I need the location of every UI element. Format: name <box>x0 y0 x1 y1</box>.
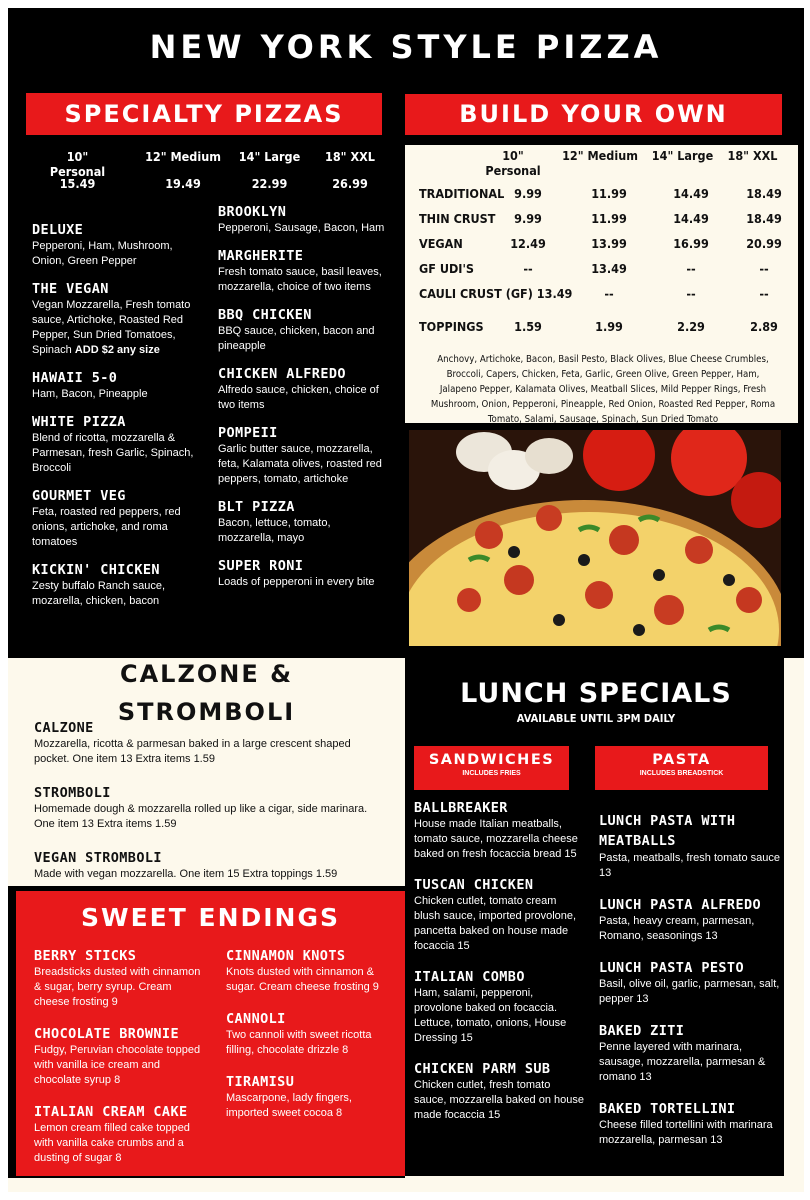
specialty-price-1: 19.49 <box>165 176 201 191</box>
pizza-desc: Feta, roasted red peppers, red onions, artichoke, and roma tomatoes <box>32 506 181 548</box>
build-size-1: 12" Medium <box>562 148 638 163</box>
pasta-name: LUNCH PASTA WITH MEATBALLS <box>599 813 736 849</box>
sandwich-desc: Chicken cutlet, fresh tomato sauce, mozzarella baked on house made focaccia 15 <box>414 1079 584 1121</box>
pizza-item <box>218 425 388 487</box>
pasta-item <box>599 811 781 881</box>
dessert-desc: Two cannoli with sweet ricotta filling, chocolate drizzle 8 <box>226 1029 372 1056</box>
pizza-desc <box>32 298 197 358</box>
price-cell: -- <box>686 286 696 301</box>
pizza-desc: BBQ sauce, chicken, bacon and pineapple <box>218 325 375 352</box>
pizza-desc: Alfredo sauce, chicken, choice of two items <box>218 384 379 411</box>
sandwich-item <box>414 969 584 1046</box>
dessert-name: CANNOLI <box>226 1011 286 1027</box>
specialty-heading-banner <box>26 93 382 135</box>
dessert-item <box>226 1011 394 1058</box>
price-row-label: CAULI CRUST (GF) 13.49 <box>419 286 573 301</box>
pizza-desc: Zesty buffalo Ranch sauce, mozarella, chicken, bacon <box>32 580 166 607</box>
price-row <box>405 286 798 304</box>
pizza-item <box>218 499 388 546</box>
build-size-header <box>405 148 798 178</box>
dessert-item <box>34 1104 204 1166</box>
sandwich-name: ITALIAN COMBO <box>414 969 525 985</box>
calzone-item-name: VEGAN STROMBOLI <box>34 850 162 866</box>
dessert-desc: Mascarpone, lady fingers, imported sweet cocoa 8 <box>226 1092 352 1119</box>
specialty-size-0: 10" Personal <box>49 149 106 179</box>
pasta-item <box>599 897 781 944</box>
price-cell: 2.29 <box>677 319 705 334</box>
price-cell: 14.49 <box>673 211 709 226</box>
calzone-panel <box>8 658 405 886</box>
price-row <box>405 319 798 337</box>
dessert-name: ITALIAN CREAM CAKE <box>34 1104 188 1120</box>
price-cell: 1.59 <box>514 319 542 334</box>
cream-strip-lunch-bottom <box>405 1176 804 1192</box>
sandwich-item <box>414 800 584 862</box>
price-cell: 11.99 <box>591 211 627 226</box>
build-size-0: 10" Personal <box>485 148 541 178</box>
price-cell: 13.49 <box>591 261 627 276</box>
pasta-desc: Penne layered with marinara, sausage, mozzarella, parmesan & romano 13 <box>599 1041 766 1083</box>
pasta-desc: Pasta, meatballs, fresh tomato sauce 13 <box>599 852 780 879</box>
price-cell: 18.49 <box>746 186 782 201</box>
calzone-heading-2: STROMBOLI <box>117 698 296 726</box>
pizza-name: SUPER RONI <box>218 558 304 574</box>
calzone-item-desc: Mozzarella, ricotta & parmesan baked in a large crescent shaped pocket. One item 13 Extra items 1.59 <box>34 738 351 765</box>
price-row-label: THIN CRUST <box>419 211 496 226</box>
sandwich-name: TUSCAN CHICKEN <box>414 877 534 893</box>
price-cell: 14.49 <box>673 186 709 201</box>
pizza-desc-text: Vegan Mozzarella, Fresh tomato sauce, Artichoke, Roasted Red Pepper, Sun Dried Tomatoes, Spinach <box>32 299 191 356</box>
pasta-desc: Pasta, heavy cream, parmesan, Romano, seasonings 13 <box>599 915 755 942</box>
build-size-3: 18" XXL <box>727 148 778 163</box>
dessert-desc: Lemon cream filled cake topped with vanilla cake crumbs and a dusting of sugar 8 <box>34 1122 190 1164</box>
pizza-name: WHITE PIZZA <box>32 414 126 430</box>
price-cell: -- <box>759 261 769 276</box>
pizza-name: DELUXE <box>32 222 84 238</box>
calzone-item-name: CALZONE <box>34 720 94 736</box>
sandwich-banner <box>414 746 569 790</box>
sandwich-sub: INCLUDES FRIES <box>462 770 521 777</box>
calzone-item <box>34 785 389 832</box>
pizza-name: BBQ CHICKEN <box>218 307 312 323</box>
price-cell: -- <box>759 286 769 301</box>
pasta-item <box>599 1101 781 1148</box>
sandwich-name: BALLBREAKER <box>414 800 508 816</box>
pasta-title: PASTA <box>652 752 711 768</box>
pizza-desc: Bacon, lettuce, tomato, mozzarella, mayo <box>218 517 331 544</box>
pizza-desc: Pepperoni, Sausage, Bacon, Ham <box>218 222 385 234</box>
pizza-item <box>218 307 388 354</box>
lunch-heading: LUNCH SPECIALS <box>460 678 732 709</box>
dessert-desc: Knots dusted with cinnamon & sugar. Cream cheese frosting 9 <box>226 966 379 993</box>
pizza-name: MARGHERITE <box>218 248 304 264</box>
pizza-name: HAWAII 5-0 <box>32 370 118 386</box>
calzone-item <box>34 720 389 767</box>
pizza-name: CHICKEN ALFREDO <box>218 366 346 382</box>
price-row <box>405 186 798 204</box>
pasta-item <box>599 960 781 1007</box>
pizza-photo <box>409 430 781 646</box>
calzone-heading-1: CALZONE & <box>119 660 294 688</box>
pizza-desc: Garlic butter sauce, mozzarella, feta, Kalamata olives, roasted red peppers, tomato, artichoke <box>218 443 382 485</box>
dessert-item <box>226 948 394 995</box>
dessert-name: CHOCOLATE BROWNIE <box>34 1026 179 1042</box>
sweet-left-column <box>34 948 204 1178</box>
price-row-label: TOPPINGS <box>419 319 484 334</box>
pizza-name: KICKIN' CHICKEN <box>32 562 160 578</box>
pizza-item <box>32 281 197 358</box>
build-panel <box>405 145 798 423</box>
price-row-label: GF UDI'S <box>419 261 475 276</box>
build-heading-banner <box>405 94 782 135</box>
specialty-price-3: 26.99 <box>332 176 368 191</box>
sandwich-title: SANDWICHES <box>428 752 555 768</box>
pizza-desc: Loads of pepperoni in every bite <box>218 576 375 588</box>
dessert-name: TIRAMISU <box>226 1074 295 1090</box>
pizza-item <box>32 562 197 609</box>
dessert-name: CINNAMON KNOTS <box>226 948 346 964</box>
pizza-name: THE VEGAN <box>32 281 109 297</box>
sandwich-column <box>414 800 584 1123</box>
price-cell: 12.49 <box>510 236 546 251</box>
price-cell: 18.49 <box>746 211 782 226</box>
pasta-name: LUNCH PASTA PESTO <box>599 960 744 976</box>
pasta-name: BAKED TORTELLINI <box>599 1101 736 1117</box>
price-cell: 13.99 <box>591 236 627 251</box>
sweet-heading: SWEET ENDINGS <box>81 903 340 932</box>
build-size-2: 14" Large <box>651 148 714 163</box>
pizza-item <box>32 222 197 269</box>
pizza-desc: Pepperoni, Ham, Mushroom, Onion, Green Pepper <box>32 240 173 267</box>
sandwich-desc: Ham, salami, pepperoni, provolone baked on focaccia. Lettuce, tomato, onions, House Dressing 15 <box>414 987 567 1044</box>
pizza-item <box>218 558 388 590</box>
price-cell: 1.99 <box>595 319 623 334</box>
price-row-label: TRADITIONAL <box>419 186 505 201</box>
price-cell: 2.89 <box>750 319 778 334</box>
build-heading: BUILD YOUR OWN <box>459 100 728 128</box>
pizza-desc: Fresh tomato sauce, basil leaves, mozzarella, choice of two items <box>218 266 382 293</box>
price-row <box>405 236 798 254</box>
pizza-item <box>218 366 388 413</box>
toppings-list: Anchovy, Artichoke, Bacon, Basil Pesto, Black Olives, Blue Cheese Crumbles, Broccoli, Capers, Chicken, Feta, Garlic, Green Olive, Green Pepper, Ham, Jalapeno Pepper, Kalamata Olives, Meatball Slices, Mild Pepper Rings, Fresh Mushroom, Onion, Pepperoni, Pineapple, Red Onion, Roasted Red Pepper, Roma Tomato, Salami, Sausage, Spinach, Sun Dried Tomato <box>430 354 776 425</box>
sandwich-name: CHICKEN PARM SUB <box>414 1061 551 1077</box>
sandwich-item <box>414 1061 584 1123</box>
pasta-item <box>599 1023 781 1085</box>
price-cell: 9.99 <box>514 186 542 201</box>
price-cell: 16.99 <box>673 236 709 251</box>
price-cell: 11.99 <box>591 186 627 201</box>
sweet-right-column <box>226 948 394 1133</box>
pizza-item <box>32 370 197 402</box>
specialty-size-2: 14" Large <box>238 149 301 164</box>
calzone-item <box>34 850 389 882</box>
price-row-label: VEGAN <box>419 236 463 251</box>
specialty-size-3: 18" XXL <box>325 149 375 164</box>
dessert-item <box>226 1074 394 1121</box>
specialty-right-column <box>218 204 388 602</box>
pizza-item <box>218 248 388 295</box>
lunch-subheading: AVAILABLE UNTIL 3PM DAILY <box>516 712 676 725</box>
pasta-name: BAKED ZITI <box>599 1023 685 1039</box>
pasta-banner <box>595 746 768 790</box>
calzone-item-desc: Homemade dough & mozzarella rolled up like a cigar, side marinara. One item 13 Extra items 1.59 <box>34 803 368 830</box>
pizza-name: GOURMET VEG <box>32 488 126 504</box>
price-row <box>405 211 798 229</box>
dessert-item <box>34 948 204 1010</box>
price-cell: -- <box>686 261 696 276</box>
pizza-name: BROOKLYN <box>218 204 287 220</box>
dessert-desc: Breadsticks dusted with cinnamon & sugar, berry syrup. Cream cheese frosting 9 <box>34 966 201 1008</box>
calzone-item-desc: Made with vegan mozzarella. One item 15 Extra toppings 1.59 <box>34 868 338 880</box>
calzone-item-name: STROMBOLI <box>34 785 111 801</box>
price-cell: 20.99 <box>746 236 782 251</box>
pasta-desc: Basil, olive oil, garlic, parmesan, salt, pepper 13 <box>599 978 780 1005</box>
pasta-sub: INCLUDES BREADSTICK <box>639 770 724 777</box>
dessert-item <box>34 1026 204 1088</box>
sandwich-desc: Chicken cutlet, tomato cream blush sauce, imported provolone, pancetta baked on house made focaccia 15 <box>414 895 577 952</box>
sweet-panel <box>16 891 405 1176</box>
price-cell: -- <box>604 286 614 301</box>
cream-strip-bottom <box>8 1178 405 1192</box>
pasta-name: LUNCH PASTA ALFREDO <box>599 897 762 913</box>
calzone-items <box>34 720 389 882</box>
specialty-price-0: 15.49 <box>59 176 96 191</box>
pizza-name: POMPEII <box>218 425 278 441</box>
pizza-item <box>32 488 197 550</box>
specialty-size-header <box>30 149 390 201</box>
menu-title: NEW YORK STYLE PIZZA <box>149 28 663 66</box>
sandwich-desc: House made Italian meatballs, tomato sauce, mozzarella cheese baked on fresh focaccia bread 15 <box>414 818 578 860</box>
price-cell: -- <box>523 261 533 276</box>
price-cell: 9.99 <box>514 211 542 226</box>
pizza-desc-extra: ADD $2 any size <box>74 344 160 356</box>
pizza-name: BLT PIZZA <box>218 499 295 515</box>
specialty-size-1: 12" Medium <box>145 149 221 164</box>
pizza-item <box>218 204 388 236</box>
specialty-left-column <box>32 222 197 621</box>
cream-strip-right <box>784 658 804 1192</box>
dessert-name: BERRY STICKS <box>34 948 137 964</box>
pizza-item <box>32 414 197 476</box>
pizza-desc: Blend of ricotta, mozzarella & Parmesan, fresh Garlic, Spinach, Broccoli <box>32 432 194 474</box>
dessert-desc: Fudgy, Peruvian chocolate topped with vanilla ice cream and chocolate syrup 8 <box>34 1044 201 1086</box>
menu-board <box>8 8 804 1192</box>
pasta-desc: Cheese filled tortellini with marinara mozzarella, parmesan 13 <box>599 1119 773 1146</box>
specialty-heading: SPECIALTY PIZZAS <box>64 100 344 128</box>
pizza-desc: Ham, Bacon, Pineapple <box>32 388 148 400</box>
pasta-column <box>599 811 781 1148</box>
sandwich-item <box>414 877 584 954</box>
price-row <box>405 261 798 279</box>
specialty-price-2: 22.99 <box>251 176 288 191</box>
